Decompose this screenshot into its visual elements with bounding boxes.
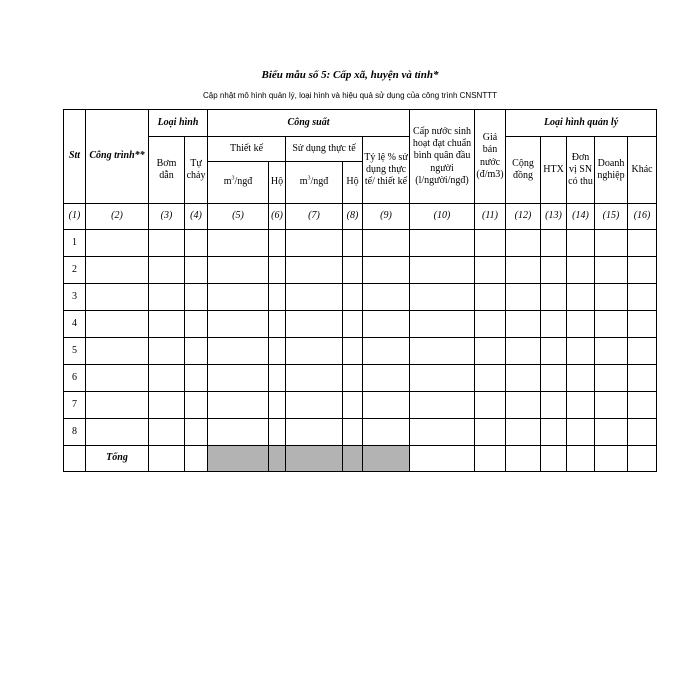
data-cell[interactable] [269, 311, 286, 338]
data-cell[interactable] [628, 311, 657, 338]
total-shaded-cell [286, 446, 343, 472]
row-number: 6 [64, 365, 86, 392]
data-cell[interactable] [149, 230, 185, 257]
table-row [64, 284, 657, 311]
data-cell[interactable] [363, 419, 410, 446]
data-cell[interactable] [208, 338, 269, 365]
header-su-dung-unit [286, 162, 343, 204]
data-cell[interactable] [185, 284, 208, 311]
row-number: 2 [64, 257, 86, 284]
data-cell[interactable] [628, 338, 657, 365]
data-cell[interactable] [363, 311, 410, 338]
data-cell[interactable] [541, 338, 567, 365]
data-cell[interactable] [363, 392, 410, 419]
total-cell[interactable] [506, 446, 541, 472]
table-row [64, 365, 657, 392]
data-cell[interactable] [185, 338, 208, 365]
col-number-12: (12) [506, 204, 541, 230]
total-cell[interactable] [475, 446, 506, 472]
col-number-11: (11) [475, 204, 506, 230]
data-cell[interactable] [595, 392, 628, 419]
total-label: Tổng [86, 446, 149, 472]
total-shaded-cell [269, 446, 286, 472]
data-cell[interactable] [541, 419, 567, 446]
data-cell[interactable] [208, 257, 269, 284]
data-cell[interactable] [628, 392, 657, 419]
header-tu-chay: Tự chảy [185, 137, 208, 204]
table-row [64, 392, 657, 419]
data-cell[interactable] [506, 365, 541, 392]
data-cell[interactable] [541, 311, 567, 338]
data-cell[interactable] [595, 338, 628, 365]
data-cell[interactable] [628, 230, 657, 257]
data-cell[interactable] [343, 230, 363, 257]
data-cell[interactable] [343, 257, 363, 284]
data-cell[interactable] [541, 284, 567, 311]
data-cell[interactable] [286, 365, 343, 392]
row-number: 4 [64, 311, 86, 338]
data-cell[interactable] [567, 419, 595, 446]
data-cell[interactable] [185, 230, 208, 257]
header-don-vi-sn: Đơn vị SN có thu [567, 137, 595, 204]
form-title: Biểu mẫu số 5: Cấp xã, huyện và tỉnh* [261, 69, 439, 81]
col-number-16: (16) [628, 204, 657, 230]
col-number-4: (4) [185, 204, 208, 230]
data-cell[interactable] [363, 284, 410, 311]
data-cell[interactable] [410, 284, 475, 311]
col-number-5: (5) [208, 204, 269, 230]
data-cell[interactable] [185, 392, 208, 419]
data-cell[interactable] [86, 419, 149, 446]
data-cell[interactable] [410, 230, 475, 257]
data-cell[interactable] [149, 365, 185, 392]
data-cell[interactable] [86, 284, 149, 311]
data-cell[interactable] [86, 392, 149, 419]
data-cell[interactable] [86, 365, 149, 392]
data-cell[interactable] [506, 419, 541, 446]
data-cell[interactable] [475, 257, 506, 284]
data-cell[interactable] [506, 392, 541, 419]
total-row [64, 446, 657, 472]
data-cell[interactable] [567, 338, 595, 365]
data-cell[interactable] [286, 311, 343, 338]
data-cell[interactable] [595, 284, 628, 311]
header-cong-suat: Công suất [208, 110, 410, 137]
header-thiet-ke-ho: Hộ [269, 162, 286, 204]
data-cell[interactable] [269, 392, 286, 419]
data-cell[interactable] [343, 419, 363, 446]
unit-base: m [299, 176, 308, 188]
data-cell[interactable] [628, 284, 657, 311]
total-cell[interactable] [410, 446, 475, 472]
data-cell[interactable] [475, 392, 506, 419]
data-cell[interactable] [149, 419, 185, 446]
form-subtitle: Cập nhật mô hình quản lý, loại hình và hiệu quả sử dụng của công trình CNSNTTT [203, 91, 497, 100]
data-cell[interactable] [595, 311, 628, 338]
header-bom-dan: Bơm dẫn [149, 137, 185, 204]
data-cell[interactable] [595, 257, 628, 284]
data-cell[interactable] [506, 230, 541, 257]
total-cell[interactable] [628, 446, 657, 472]
col-number-13: (13) [541, 204, 567, 230]
table-row [64, 338, 657, 365]
data-cell[interactable] [628, 365, 657, 392]
data-cell[interactable] [541, 230, 567, 257]
col-number-8: (8) [343, 204, 363, 230]
data-cell[interactable] [86, 230, 149, 257]
data-cell[interactable] [410, 257, 475, 284]
data-cell[interactable] [475, 311, 506, 338]
data-cell[interactable] [208, 284, 269, 311]
total-shaded-cell [208, 446, 269, 472]
data-cell[interactable] [567, 311, 595, 338]
data-cell[interactable] [286, 257, 343, 284]
data-cell[interactable] [149, 338, 185, 365]
data-cell[interactable] [269, 365, 286, 392]
header-su-dung-thuc-te: Sử dụng thực tế [286, 137, 363, 162]
col-number-14: (14) [567, 204, 595, 230]
data-cell[interactable] [628, 419, 657, 446]
data-cell[interactable] [628, 257, 657, 284]
header-doanh-nghiep: Doanh nghiệp [595, 137, 628, 204]
row-number: 8 [64, 419, 86, 446]
data-cell[interactable] [541, 392, 567, 419]
data-cell[interactable] [208, 365, 269, 392]
data-cell[interactable] [149, 392, 185, 419]
col-number-2: (2) [86, 204, 149, 230]
unit-exponent: 3 [231, 176, 235, 183]
form-table [63, 109, 657, 472]
total-cell[interactable] [595, 446, 628, 472]
col-number-9: (9) [363, 204, 410, 230]
data-cell[interactable] [343, 338, 363, 365]
total-shaded-cell [343, 446, 363, 472]
header-htx: HTX [541, 137, 567, 204]
header-cong-dong: Cộng đồng [506, 137, 541, 204]
header-khac: Khác [628, 137, 657, 204]
data-cell[interactable] [506, 311, 541, 338]
data-cell[interactable] [286, 284, 343, 311]
data-cell[interactable] [343, 311, 363, 338]
col-number-15: (15) [595, 204, 628, 230]
data-cell[interactable] [595, 419, 628, 446]
data-cell[interactable] [506, 257, 541, 284]
data-cell[interactable] [410, 392, 475, 419]
data-cell[interactable] [475, 338, 506, 365]
total-cell[interactable] [567, 446, 595, 472]
data-cell[interactable] [410, 311, 475, 338]
total-cell[interactable] [149, 446, 185, 472]
total-cell[interactable] [541, 446, 567, 472]
data-cell[interactable] [541, 365, 567, 392]
data-cell[interactable] [567, 257, 595, 284]
data-cell[interactable] [149, 311, 185, 338]
data-cell[interactable] [269, 257, 286, 284]
table-row [64, 230, 657, 257]
header-loai-hinh-quan-ly: Loại hình quản lý [506, 110, 657, 137]
data-cell[interactable] [286, 392, 343, 419]
total-shaded-cell [363, 446, 410, 472]
data-cell[interactable] [208, 311, 269, 338]
data-cell[interactable] [595, 230, 628, 257]
data-cell[interactable] [363, 230, 410, 257]
row-number: 5 [64, 338, 86, 365]
col-number-3: (3) [149, 204, 185, 230]
data-cell[interactable] [208, 392, 269, 419]
header-loai-hinh: Loại hình [149, 110, 208, 137]
data-cell[interactable] [286, 230, 343, 257]
unit-base: m [223, 176, 232, 188]
data-cell[interactable] [185, 419, 208, 446]
unit-exponent: 3 [307, 176, 311, 183]
header-stt: Stt [64, 110, 86, 204]
header-gia-ban: Giá bán nước (đ/m3) [475, 110, 506, 204]
data-cell[interactable] [506, 284, 541, 311]
data-cell[interactable] [149, 284, 185, 311]
data-cell[interactable] [343, 392, 363, 419]
data-cell[interactable] [506, 338, 541, 365]
data-cell[interactable] [475, 419, 506, 446]
data-cell[interactable] [185, 365, 208, 392]
header-thiet-ke-unit [208, 162, 269, 204]
data-cell[interactable] [86, 311, 149, 338]
col-number-1: (1) [64, 204, 86, 230]
data-cell[interactable] [475, 230, 506, 257]
data-cell[interactable] [149, 257, 185, 284]
data-cell[interactable] [410, 419, 475, 446]
col-number-6: (6) [269, 204, 286, 230]
data-cell[interactable] [185, 257, 208, 284]
data-cell[interactable] [475, 284, 506, 311]
data-cell[interactable] [286, 419, 343, 446]
data-cell[interactable] [269, 284, 286, 311]
total-cell[interactable] [185, 446, 208, 472]
data-cell[interactable] [410, 338, 475, 365]
data-cell[interactable] [208, 419, 269, 446]
table-row [64, 419, 657, 446]
unit-suffix: /ngđ [234, 176, 253, 188]
total-stt-cell [64, 446, 86, 472]
header-cap-nuoc: Cấp nước sinh hoạt đạt chuẩn bình quân đầu người (l/người/ngđ) [410, 110, 475, 204]
data-cell[interactable] [567, 365, 595, 392]
data-cell[interactable] [410, 365, 475, 392]
data-cell[interactable] [595, 365, 628, 392]
data-cell[interactable] [363, 365, 410, 392]
data-cell[interactable] [86, 257, 149, 284]
header-ty-le: Tỷ lệ % sử dụng thực tế/ thiết kế [363, 137, 410, 204]
data-cell[interactable] [567, 230, 595, 257]
data-cell[interactable] [185, 311, 208, 338]
row-number: 7 [64, 392, 86, 419]
data-cell[interactable] [286, 338, 343, 365]
row-number: 1 [64, 230, 86, 257]
data-cell[interactable] [475, 365, 506, 392]
data-cell[interactable] [269, 338, 286, 365]
row-number: 3 [64, 284, 86, 311]
data-cell[interactable] [567, 284, 595, 311]
data-cell[interactable] [363, 257, 410, 284]
data-cell[interactable] [343, 365, 363, 392]
table-row [64, 311, 657, 338]
data-cell[interactable] [208, 230, 269, 257]
table-row [64, 257, 657, 284]
unit-suffix: /ngđ [310, 176, 329, 188]
header-thiet-ke: Thiết kế [208, 137, 286, 162]
col-number-7: (7) [286, 204, 343, 230]
data-cell[interactable] [363, 338, 410, 365]
data-cell[interactable] [269, 419, 286, 446]
data-cell[interactable] [343, 284, 363, 311]
data-cell[interactable] [86, 338, 149, 365]
header-su-dung-ho: Hộ [343, 162, 363, 204]
header-cong-trinh: Công trình** [86, 110, 149, 204]
data-cell[interactable] [269, 230, 286, 257]
col-number-10: (10) [410, 204, 475, 230]
data-cell[interactable] [541, 257, 567, 284]
data-cell[interactable] [567, 392, 595, 419]
